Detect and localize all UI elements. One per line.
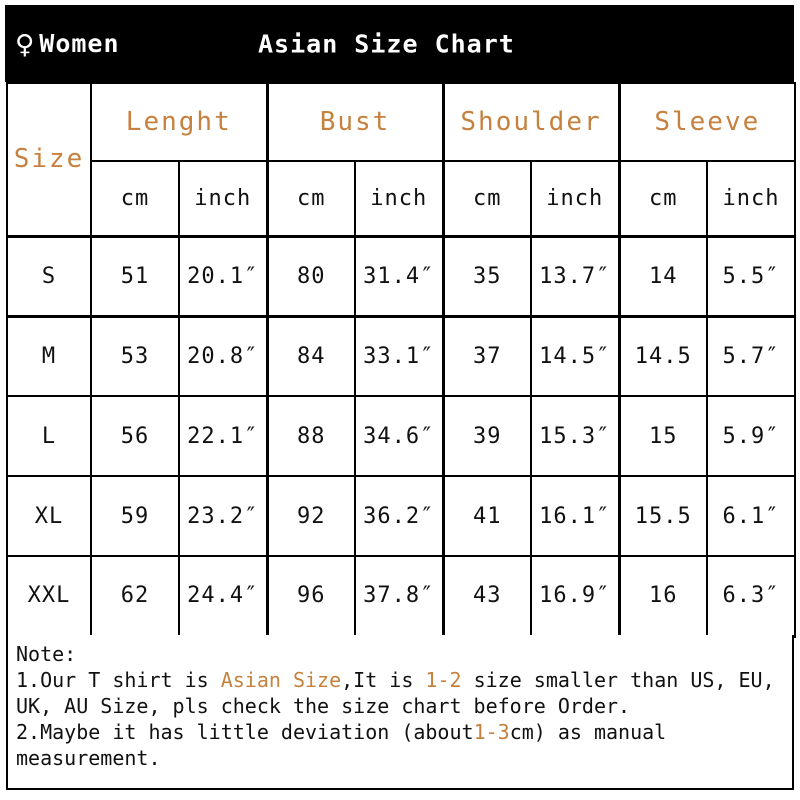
measure-cell: 14.5 <box>619 316 707 396</box>
measure-cell: 6.3″ <box>707 556 795 636</box>
units-header-row <box>7 161 795 236</box>
measure-cell: 80 <box>267 236 355 316</box>
note-text: cm) as manual <box>509 720 667 744</box>
table-row <box>7 556 795 636</box>
note-line <box>16 667 784 693</box>
size-cell: XXL <box>7 556 91 636</box>
note-text: Note: <box>16 642 77 666</box>
measure-cell: 16.1″ <box>531 476 619 556</box>
female-symbol-icon: ♀ <box>15 24 35 63</box>
measure-cell: 23.2″ <box>179 476 267 556</box>
measure-cell: 34.6″ <box>355 396 443 476</box>
size-cell: M <box>7 316 91 396</box>
note-line <box>16 641 784 667</box>
note-text: size smaller than US, EU, <box>461 668 775 692</box>
unit-header-cm: cm <box>267 161 355 236</box>
size-column-header: Size <box>7 83 91 236</box>
measure-cell: 6.1″ <box>707 476 795 556</box>
table-row <box>7 236 795 316</box>
measure-cell: 16.9″ <box>531 556 619 636</box>
note-accent-text: 1-3 <box>473 720 510 744</box>
measure-cell: 37.8″ <box>355 556 443 636</box>
unit-header-cm: cm <box>619 161 707 236</box>
measure-cell: 62 <box>91 556 179 636</box>
measure-cell: 20.1″ <box>179 236 267 316</box>
size-cell: XL <box>7 476 91 556</box>
column-group-lenght: Lenght <box>91 83 267 161</box>
measure-cell: 41 <box>443 476 531 556</box>
note-line <box>16 719 784 745</box>
unit-header-inch: inch <box>355 161 443 236</box>
unit-header-inch: inch <box>707 161 795 236</box>
column-group-header-row <box>7 83 795 161</box>
measure-cell: 15.5 <box>619 476 707 556</box>
measure-cell: 20.8″ <box>179 316 267 396</box>
measure-cell: 92 <box>267 476 355 556</box>
measure-cell: 96 <box>267 556 355 636</box>
column-group-shoulder: Shoulder <box>443 83 619 161</box>
header-bar <box>5 5 794 82</box>
measure-cell: 5.7″ <box>707 316 795 396</box>
note-line <box>16 745 784 771</box>
note-accent-text: Asian Size <box>220 668 342 692</box>
measure-cell: 35 <box>443 236 531 316</box>
chart-title: Asian Size Chart <box>258 29 515 58</box>
measure-cell: 53 <box>91 316 179 396</box>
gender-label: Women <box>39 29 120 58</box>
measure-cell: 36.2″ <box>355 476 443 556</box>
unit-header-cm: cm <box>443 161 531 236</box>
unit-header-cm: cm <box>91 161 179 236</box>
table-row <box>7 476 795 556</box>
measure-cell: 22.1″ <box>179 396 267 476</box>
measure-cell: 14.5″ <box>531 316 619 396</box>
note-text: 2.Maybe it has little deviation (about <box>16 720 474 744</box>
table-row <box>7 316 795 396</box>
measure-cell: 33.1″ <box>355 316 443 396</box>
note-text: 1.Our T shirt is <box>16 668 221 692</box>
note-box <box>6 635 794 790</box>
unit-header-inch: inch <box>179 161 267 236</box>
measure-cell: 5.9″ <box>707 396 795 476</box>
note-text: UK, AU Size, pls check the size chart before Order. <box>16 694 631 718</box>
measure-cell: 84 <box>267 316 355 396</box>
size-chart-table <box>6 82 796 638</box>
measure-cell: 5.5″ <box>707 236 795 316</box>
size-cell: L <box>7 396 91 476</box>
measure-cell: 24.4″ <box>179 556 267 636</box>
measure-cell: 13.7″ <box>531 236 619 316</box>
measure-cell: 88 <box>267 396 355 476</box>
note-line <box>16 693 784 719</box>
measure-cell: 43 <box>443 556 531 636</box>
note-accent-text: 1-2 <box>425 668 462 692</box>
size-cell: S <box>7 236 91 316</box>
column-group-sleeve: Sleeve <box>619 83 795 161</box>
note-text: measurement. <box>16 746 161 770</box>
measure-cell: 56 <box>91 396 179 476</box>
table-row <box>7 396 795 476</box>
note-text: ,It is <box>341 668 426 692</box>
unit-header-inch: inch <box>531 161 619 236</box>
measure-cell: 39 <box>443 396 531 476</box>
measure-cell: 16 <box>619 556 707 636</box>
measure-cell: 15.3″ <box>531 396 619 476</box>
measure-cell: 51 <box>91 236 179 316</box>
measure-cell: 15 <box>619 396 707 476</box>
column-group-bust: Bust <box>267 83 443 161</box>
measure-cell: 14 <box>619 236 707 316</box>
measure-cell: 31.4″ <box>355 236 443 316</box>
measure-cell: 37 <box>443 316 531 396</box>
measure-cell: 59 <box>91 476 179 556</box>
